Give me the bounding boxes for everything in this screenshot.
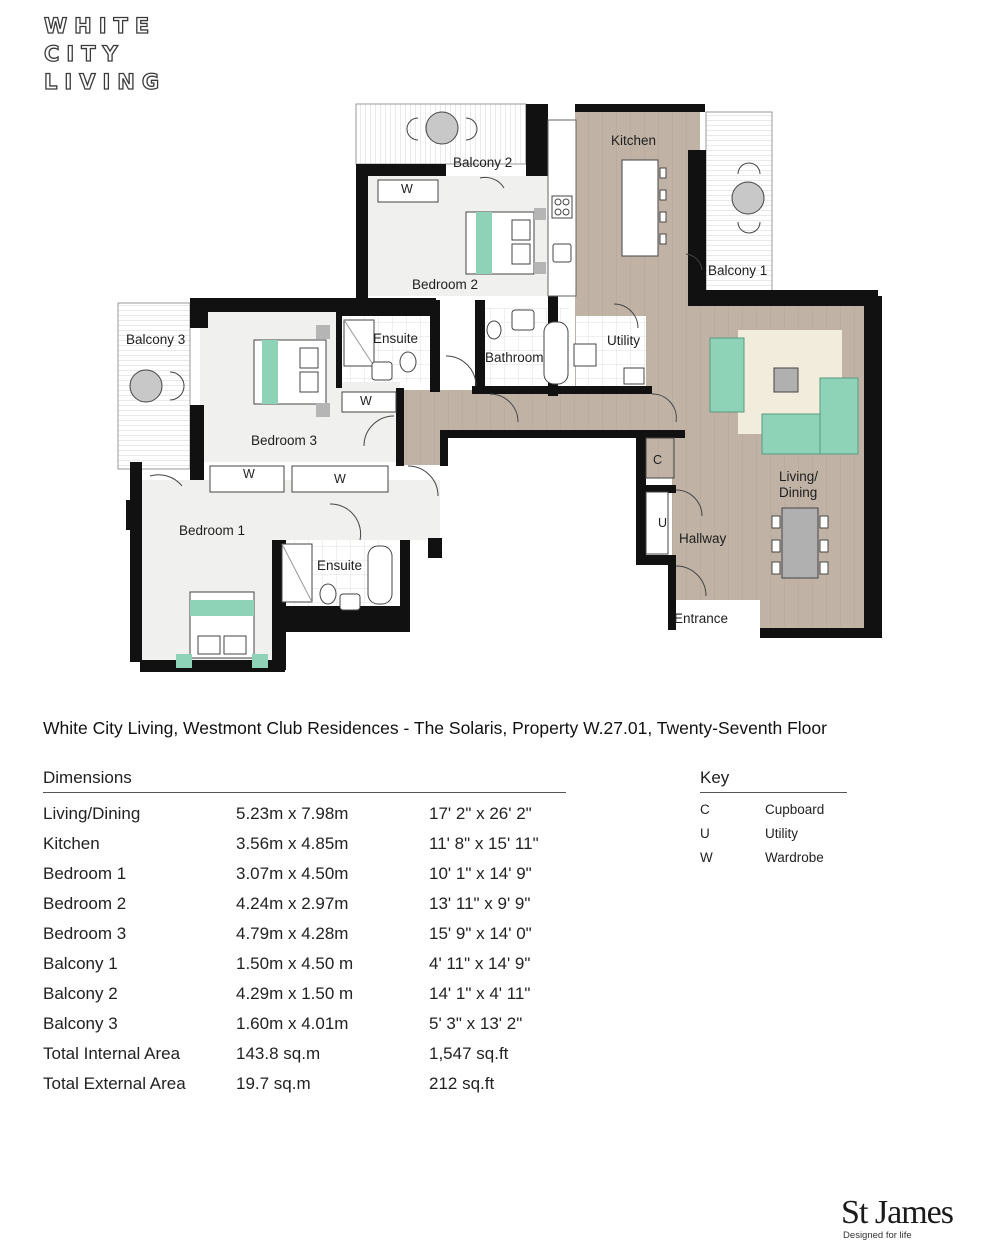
dimension-metric: 1.50m x 4.50 m	[236, 954, 354, 973]
key-code: W	[700, 849, 713, 865]
dimension-name: Balcony 1	[43, 954, 118, 973]
dimension-metric: 3.56m x 4.85m	[236, 834, 349, 853]
dimension-metric: 19.7 sq.m	[236, 1074, 311, 1093]
dimension-row	[43, 1009, 566, 1039]
label-bedroom-1: Bedroom 1	[179, 523, 246, 538]
label-living-line-2: Dining	[779, 485, 818, 500]
dimension-row	[43, 1069, 566, 1099]
logo-line-3: LIVING	[44, 70, 167, 94]
dimension-row	[43, 889, 566, 919]
dimension-imperial: 1,547 sq.ft	[429, 1044, 509, 1063]
marker-cupboard: C	[653, 453, 663, 467]
key-row	[700, 845, 847, 869]
key-label: Utility	[765, 825, 798, 841]
dimension-metric: 4.29m x 1.50 m	[236, 984, 354, 1003]
dimension-row	[43, 949, 566, 979]
logo-line-1: WHITE	[44, 14, 157, 38]
dimension-metric: 5.23m x 7.98m	[236, 804, 349, 823]
dimension-metric: 1.60m x 4.01m	[236, 1014, 349, 1033]
dimension-metric: 3.07m x 4.50m	[236, 864, 349, 883]
label-balcony-2: Balcony 2	[453, 155, 513, 170]
key-label: Cupboard	[765, 801, 825, 817]
logo-line-2: CITY	[44, 42, 125, 66]
dimension-name: Bedroom 3	[43, 924, 127, 943]
dimension-metric: 4.79m x 4.28m	[236, 924, 349, 943]
label-entrance: Entrance	[674, 611, 729, 626]
dimension-metric: 143.8 sq.m	[236, 1044, 321, 1063]
dimension-name: Bedroom 1	[43, 864, 127, 883]
dimension-imperial: 15' 9" x 14' 0"	[429, 924, 532, 943]
bed-bedroom-2-icon	[466, 208, 546, 274]
label-utility: Utility	[607, 333, 640, 348]
label-ensuite-lower: Ensuite	[317, 558, 363, 573]
dimension-imperial: 13' 11" x 9' 9"	[429, 894, 531, 913]
dimension-row	[43, 859, 566, 889]
label-bedroom-2: Bedroom 2	[412, 277, 479, 292]
dimension-name: Total External Area	[43, 1074, 186, 1093]
dimension-row	[43, 829, 566, 859]
dimension-metric: 4.24m x 2.97m	[236, 894, 349, 913]
dimension-name: Total Internal Area	[43, 1044, 181, 1063]
label-kitchen: Kitchen	[611, 133, 657, 148]
label-ensuite-upper: Ensuite	[373, 331, 419, 346]
coffee-table	[774, 368, 798, 392]
dimension-row	[43, 919, 566, 949]
key-row	[700, 821, 847, 845]
label-balcony-3: Balcony 3	[126, 332, 186, 347]
dimension-imperial: 4' 11" x 14' 9"	[429, 954, 531, 973]
dimension-imperial: 10' 1" x 14' 9"	[429, 864, 532, 883]
marker-wardrobe-3: W	[243, 467, 255, 481]
dimension-name: Living/Dining	[43, 804, 141, 823]
dimensions-table	[43, 768, 566, 1099]
dimension-imperial: 5' 3" x 13' 2"	[429, 1014, 523, 1033]
dimension-name: Bedroom 2	[43, 894, 127, 913]
key-header: Key	[700, 768, 847, 793]
dimension-row	[43, 1039, 566, 1069]
dimension-row	[43, 799, 566, 829]
dimension-imperial: 17' 2" x 26' 2"	[429, 804, 532, 823]
dimension-imperial: 212 sq.ft	[429, 1074, 495, 1093]
key-row	[700, 797, 847, 821]
dimension-name: Kitchen	[43, 834, 100, 853]
floor-plan	[0, 95, 1000, 685]
brand-tagline: Designed for life	[843, 1230, 912, 1241]
marker-wardrobe-1: W	[401, 182, 413, 196]
marker-wardrobe-4: W	[334, 472, 346, 486]
marker-wardrobe-2: W	[360, 394, 372, 408]
dimension-name: Balcony 2	[43, 984, 118, 1003]
hob-icon	[552, 196, 572, 218]
key-legend	[700, 768, 847, 869]
white-city-living-logo	[44, 12, 166, 96]
dimension-imperial: 14' 1" x 4' 11"	[429, 984, 531, 1003]
marker-utility: U	[658, 516, 668, 530]
label-bathroom: Bathroom	[485, 350, 544, 365]
label-hallway: Hallway	[679, 531, 727, 546]
label-living-line-1: Living/	[779, 469, 819, 484]
kitchen-sink-icon	[553, 244, 571, 262]
key-code: C	[700, 801, 710, 817]
dimension-row	[43, 979, 566, 1009]
key-code: U	[700, 825, 710, 841]
dining-table-icon	[772, 508, 828, 578]
kitchen-island	[622, 160, 658, 256]
bed-bedroom-1-icon	[176, 592, 268, 668]
dimension-imperial: 11' 8" x 15' 11"	[429, 834, 539, 853]
st-james-logo	[841, 1196, 953, 1241]
label-bedroom-3: Bedroom 3	[251, 433, 318, 448]
brand-name: St James	[841, 1194, 953, 1231]
label-balcony-1: Balcony 1	[708, 263, 768, 278]
property-caption: White City Living, Westmont Club Residences - The Solaris, Property W.27.01, Twenty-Seventh Floor	[43, 718, 827, 738]
dimension-name: Balcony 3	[43, 1014, 118, 1033]
key-label: Wardrobe	[765, 849, 824, 865]
dimensions-header: Dimensions	[43, 768, 566, 793]
